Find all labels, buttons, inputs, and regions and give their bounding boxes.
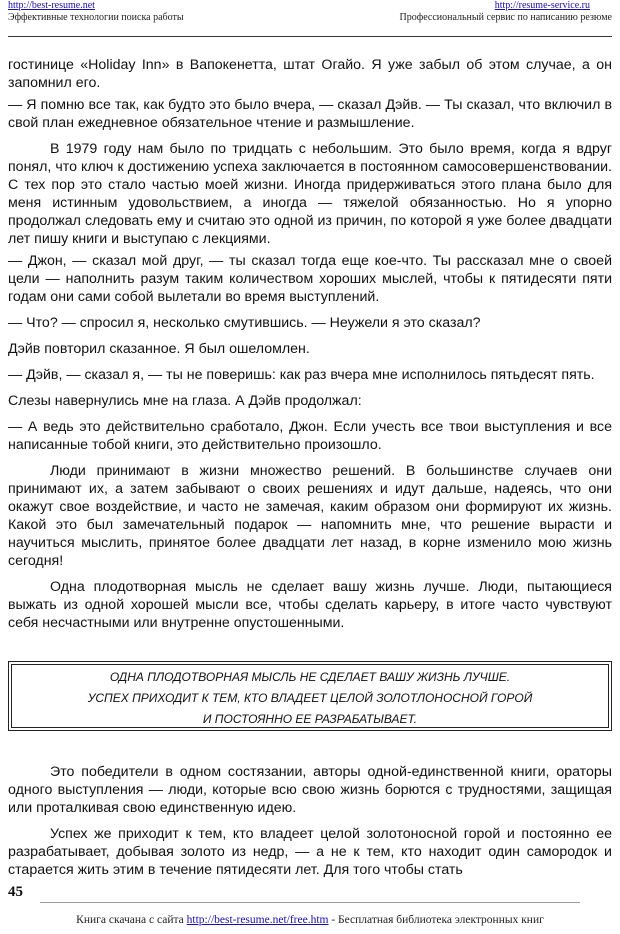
footer-link[interactable]: http://best-resume.net/free.htm — [186, 914, 329, 926]
paragraph: — Что? — спросил я, несколько смутившись. — Неужели я это сказал? — [8, 315, 481, 331]
header-rule — [8, 36, 612, 37]
paragraph: — Джон, — сказал мой друг, — ты сказал тогда еще кое-что. Ты рассказал мне о своей цели — наполнить разум таким количеством хороших мыслей, чтобы к пятидесяти пяти годам они сами собой вылетали во время выступлений. — [8, 253, 612, 305]
paragraph: гостинице «Holiday Inn» в Вапокенетта, штат Огайо. Я уже забыл об этом случае, а он запомнил его. — [8, 57, 612, 91]
callout-inner-border — [11, 664, 609, 728]
paragraph: — Дэйв, — сказал я, — ты не поверишь: как раз вчера мне исполнилось пятьдесят пять. — [8, 367, 595, 383]
paragraph: Слезы навернулись мне на глаза. А Дэйв продолжал: — [8, 393, 362, 409]
paragraph: — А ведь это действительно сработало, Джон. Если учесть все твои выступления и все написанные тобой книги, это действительно произошло. — [8, 419, 612, 453]
callout-line: И ПОСТОЯННО ЕЕ РАЗРАБАТЫВАЕТ. — [202, 712, 418, 726]
callout-box — [8, 661, 612, 731]
paragraph: — Я помню все так, как будто это было вчера, — сказал Дэйв. — Ты сказал, что включил в свой план ежедневное обязательное чтение и размышление. — [8, 97, 612, 131]
footer-suffix: - Бесплатная библиотека электронных книг — [331, 914, 544, 926]
header-right-link[interactable]: http://resume-service.ru — [494, 0, 590, 11]
callout-line: УСПЕХ ПРИХОДИТ К ТЕМ, КТО ВЛАДЕЕТ ЦЕЛОЙ ЗОЛОТЛОНОСНОЙ ГОРОЙ — [87, 691, 533, 705]
footer-rule — [40, 902, 580, 903]
body-text-top — [8, 56, 612, 632]
paragraph: Это победители в одном состязании, авторы одной-единственной книги, ораторы одного выступления — люди, которые всю свою жизнь борются с трудностями, защищая или проталкивая свою единственную идею. — [8, 764, 612, 816]
paragraph: Дэйв повторил сказанное. Я был ошеломлен. — [8, 341, 310, 357]
body-text-bottom — [8, 763, 612, 879]
paragraph: Одна плодотворная мысль не сделает вашу жизнь лучше. Люди, пытающиеся выжать из одной хорошей мысли все, чтобы сделать карьеру, в итоге часто чувствуют себя несчастными или внутренне опустошенными. — [8, 579, 612, 631]
paragraph: Успех же приходит к тем, кто владеет целой золотоносной горой и постоянно ее разрабатывает, добывая золото из недр, — а не к тем, кто находит один самородок и старается жить этим в течение пятидесяти лет. Для того чтобы стать — [8, 826, 612, 878]
paragraph: Люди принимают в жизни множество решений. В большинстве случаев они принимают их, а затем забывают о своих решениях и идут дальше, надеясь, что они окажут свое воздействие, и часто не замечая, каким образом они формируют их жизнь. Какой это был замечательный подарок — напомнить мне, что решение вырасти и научиться мыслить, принятое более двадцати лет назад, в корне изменило мою жизнь сегодня! — [8, 463, 612, 569]
footer — [0, 914, 620, 926]
footer-prefix: Книга скачана с сайта — [76, 914, 184, 926]
header-left-text: Эффективные технологии поиска работы — [8, 12, 184, 23]
page-number: 45 — [8, 884, 23, 900]
callout-line: ОДНА ПЛОДОТВОРНАЯ МЫСЛЬ НЕ СДЕЛАЕТ ВАШУ ЖИЗНЬ ЛУЧШЕ. — [109, 670, 511, 684]
paragraph: В 1979 году нам было по тридцать с небольшим. Это было время, когда я вдруг понял, что ключ к достижению успеха заключается в постоянном самосовершенствовании. С тех пор это стало частью моей жизни. Иногда придерживаться этого плана было для меня истинным удовольствием, а иногда — тяжелой обязанностью. Но я упорно продолжал следовать ему и считаю это одной из причин, по которой я уже более двадцати лет пишу книги и выступаю с лекциями. — [8, 141, 612, 247]
header-right-text: Профессиональный сервис по написанию резюме — [399, 12, 612, 23]
header-left-link[interactable]: http://best-resume.net — [8, 0, 95, 11]
